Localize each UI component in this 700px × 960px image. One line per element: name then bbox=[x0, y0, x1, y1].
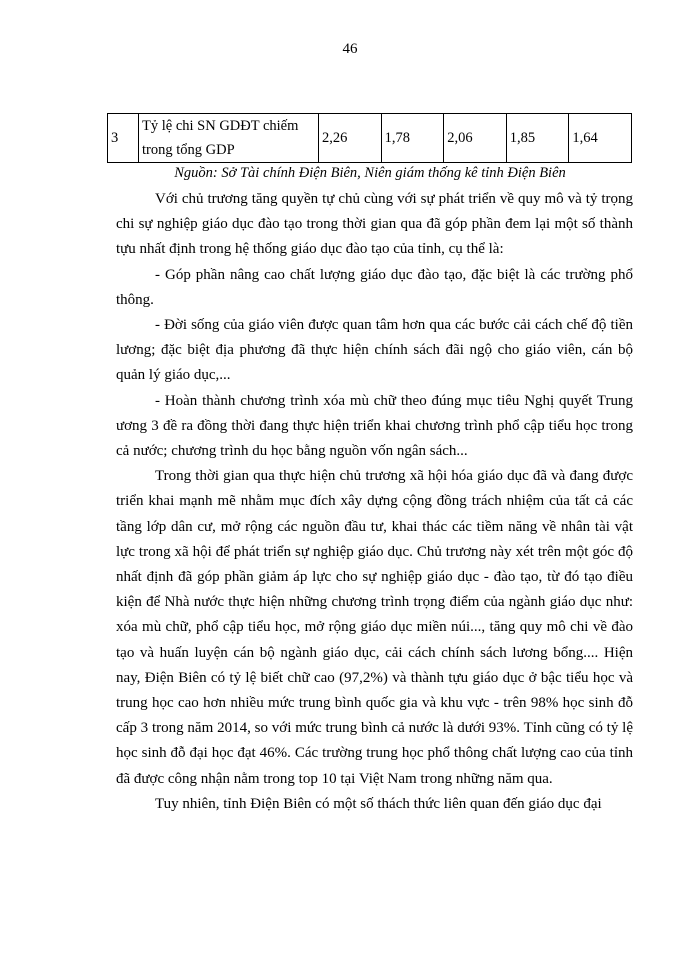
page-number: 46 bbox=[342, 41, 358, 57]
value-cell: 1,78 bbox=[381, 114, 444, 163]
row-label-line-2: trong tổng GDP bbox=[142, 142, 235, 158]
bullet-paragraph: - Đời sống của giáo viên được quan tâm hơn qua các bước cải cách chế độ tiền lương; đặc biệt địa phương đã thực hiện chính sách đãi ngộ cho giáo viên, cán bộ quản lý giáo dục,... bbox=[116, 317, 633, 384]
row-label-line-1: Tỷ lệ chi SN GDĐT chiếm bbox=[142, 118, 299, 134]
value-cell: 1,85 bbox=[506, 114, 569, 163]
paragraph: Trong thời gian qua thực hiện chủ trương xã hội hóa giáo dục đã và đang được triển khai mạnh mẽ nhằm mục đích xây dựng cộng đồng trách nhiệm của tất cả các tầng lớp dân cư, mở rộng các nguồn đầu tư, khai thác các tiềm năng về nhân tài vật lực trong xã hội để phát triển sự nghiệp giáo dục. Chủ trương này xét trên một góc độ nhất định đã góp phần giảm áp lực cho sự nghiệp giáo dục - đào tạo, từ đó tạo điều kiện để Nhà nước thực hiện những chương trình trọng điểm của ngành giáo dục như: xóa mù chữ, phổ cập tiểu học, mở rộng giáo dục miền núi..., tăng quy mô chi về đào tạo và huấn luyện cán bộ ngành giáo dục, cải cách chính sách lương bổng.... Hiện nay, Điện Biên có tỷ lệ biết chữ cao (97,2%) và thành tựu giáo dục ở bậc tiểu học và trung học cao hơn nhiều mức trung bình quốc gia và khu vực - trên 98% học sinh đỗ cấp 3 trong năm 2014, so với mức trung bình cả nước là dưới 93%. Tỉnh cũng có tỷ lệ học sinh đỗ đại học đạt 46%. Các trường trung học phổ thông chất lượng cao của tỉnh đã được công nhận nằm trong top 10 tại Việt Nam trong những năm qua. bbox=[116, 468, 633, 787]
row-label-cell bbox=[139, 114, 319, 163]
body-text bbox=[116, 187, 633, 817]
value-cell: 2,26 bbox=[319, 114, 382, 163]
data-table bbox=[107, 113, 632, 163]
row-number-cell: 3 bbox=[108, 114, 139, 163]
bullet-paragraph: - Góp phần nâng cao chất lượng giáo dục đào tạo, đặc biệt là các trường phổ thông. bbox=[116, 266, 633, 308]
paragraph: Với chủ trương tăng quyền tự chủ cùng với sự phát triển về quy mô và tỷ trọng chi sự nghiệp giáo dục đào tạo trong thời gian qua đã góp phần đem lại một số thành tựu nhất định trong hệ thống giáo dục đào tạo của tỉnh, cụ thể là: bbox=[116, 191, 633, 258]
table-source-note: Nguồn: Sở Tài chính Điện Biên, Niên giám thống kê tỉnh Điện Biên bbox=[174, 165, 566, 181]
value-cell: 1,64 bbox=[569, 114, 632, 163]
paragraph: Tuy nhiên, tỉnh Điện Biên có một số thách thức liên quan đến giáo dục đại bbox=[155, 795, 602, 812]
table-row bbox=[108, 114, 632, 163]
value-cell: 2,06 bbox=[444, 114, 507, 163]
bullet-paragraph: - Hoàn thành chương trình xóa mù chữ theo đúng mục tiêu Nghị quyết Trung ương 3 đề ra đồng thời đang thực hiện triển khai chương trình phổ cập tiểu học trong cả nước; chương trình du học bằng nguồn vốn ngân sách... bbox=[116, 392, 633, 460]
